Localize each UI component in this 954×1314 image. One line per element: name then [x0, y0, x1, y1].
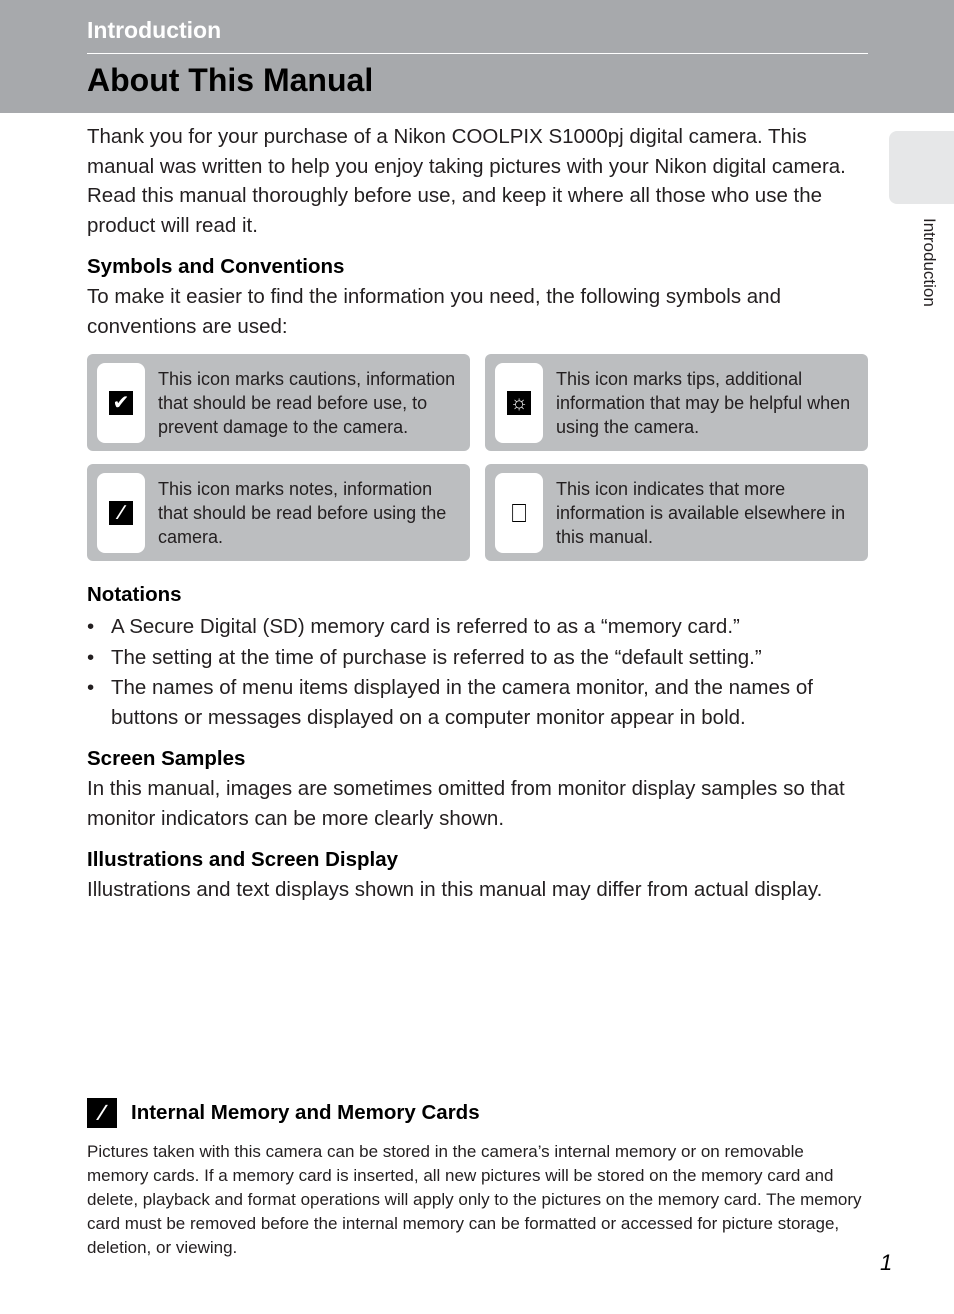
symbol-description: This icon marks tips, additional information that may be helpful when using the camera. [556, 368, 851, 437]
book-reference-icon: ⎕ [511, 497, 527, 528]
note-icon: ∕ [87, 1098, 117, 1128]
symbol-description: This icon marks cautions, information that should be read before use, to prevent damage to the camera. [158, 368, 456, 437]
notations-heading: Notations [87, 583, 182, 606]
symbol-tile [97, 363, 145, 443]
illustrations-text: Illustrations and text displays shown in this manual may differ from actual display. [87, 878, 823, 901]
note-title: Internal Memory and Memory Cards [131, 1101, 480, 1124]
header-band [0, 0, 954, 113]
symbol-description: This icon indicates that more information is available elsewhere in this manual. [556, 478, 846, 547]
section-label: Introduction [87, 17, 222, 43]
header-divider [87, 53, 868, 54]
screen-samples-text: In this manual, images are sometimes omitted from monitor display samples so that monitor indicators can be more clearly shown. [87, 777, 845, 830]
screen-samples-heading: Screen Samples [87, 747, 246, 770]
symbol-tile [495, 473, 543, 553]
note-text: Pictures taken with this camera can be stored in the camera’s internal memory or on removable memory cards. If a memory card is inserted, all new pictures will be stored on the memory card and delete, playback and format operations will apply only to the pictures on the memory card. The memory card must be removed before the internal memory can be formatted or accessed for picture storage, deletion, or viewing. [87, 1142, 862, 1257]
note-icon: ∕ [109, 501, 133, 525]
list-item: • A Secure Digital (SD) memory card is referred to as a “memory card.” [87, 612, 867, 642]
page-title: About This Manual [87, 62, 374, 98]
check-caution-icon: ✔ [109, 391, 133, 415]
notations-list [87, 612, 867, 732]
intro-paragraph: Thank you for your purchase of a Nikon COOLPIX S1000pj digital camera. This manual was written to help you enjoy taking pictures with your Nikon digital camera. Read this manual thoroughly before use, and keep it where all those who use the product will read it. [87, 125, 846, 237]
symbol-tile [495, 363, 543, 443]
symbol-box-reference [485, 464, 868, 561]
list-item: • The setting at the time of purchase is referred to as the “default setting.” [87, 643, 867, 673]
page-number: 1 [880, 1250, 893, 1275]
main-content [87, 122, 867, 905]
side-tab-label: Introduction [920, 218, 939, 307]
list-item: • The names of menu items displayed in the camera monitor, and the names of buttons or messages displayed on a computer monitor appear in bold. [87, 673, 867, 732]
symbols-grid [87, 354, 867, 561]
note-block [87, 1098, 867, 1260]
tips-icon: ☼ [507, 391, 531, 415]
note-header [87, 1098, 867, 1128]
symbol-box-caution [87, 354, 470, 451]
illustrations-heading: Illustrations and Screen Display [87, 848, 399, 871]
symbol-description: This icon marks notes, information that should be read before using the camera. [158, 478, 447, 547]
side-tab[interactable] [889, 131, 954, 204]
symbols-intro: To make it easier to find the information you need, the following symbols and conventions are used: [87, 285, 781, 338]
symbol-box-tips [485, 354, 868, 451]
symbol-box-notes [87, 464, 470, 561]
symbols-heading: Symbols and Conventions [87, 255, 345, 278]
symbol-tile [97, 473, 145, 553]
